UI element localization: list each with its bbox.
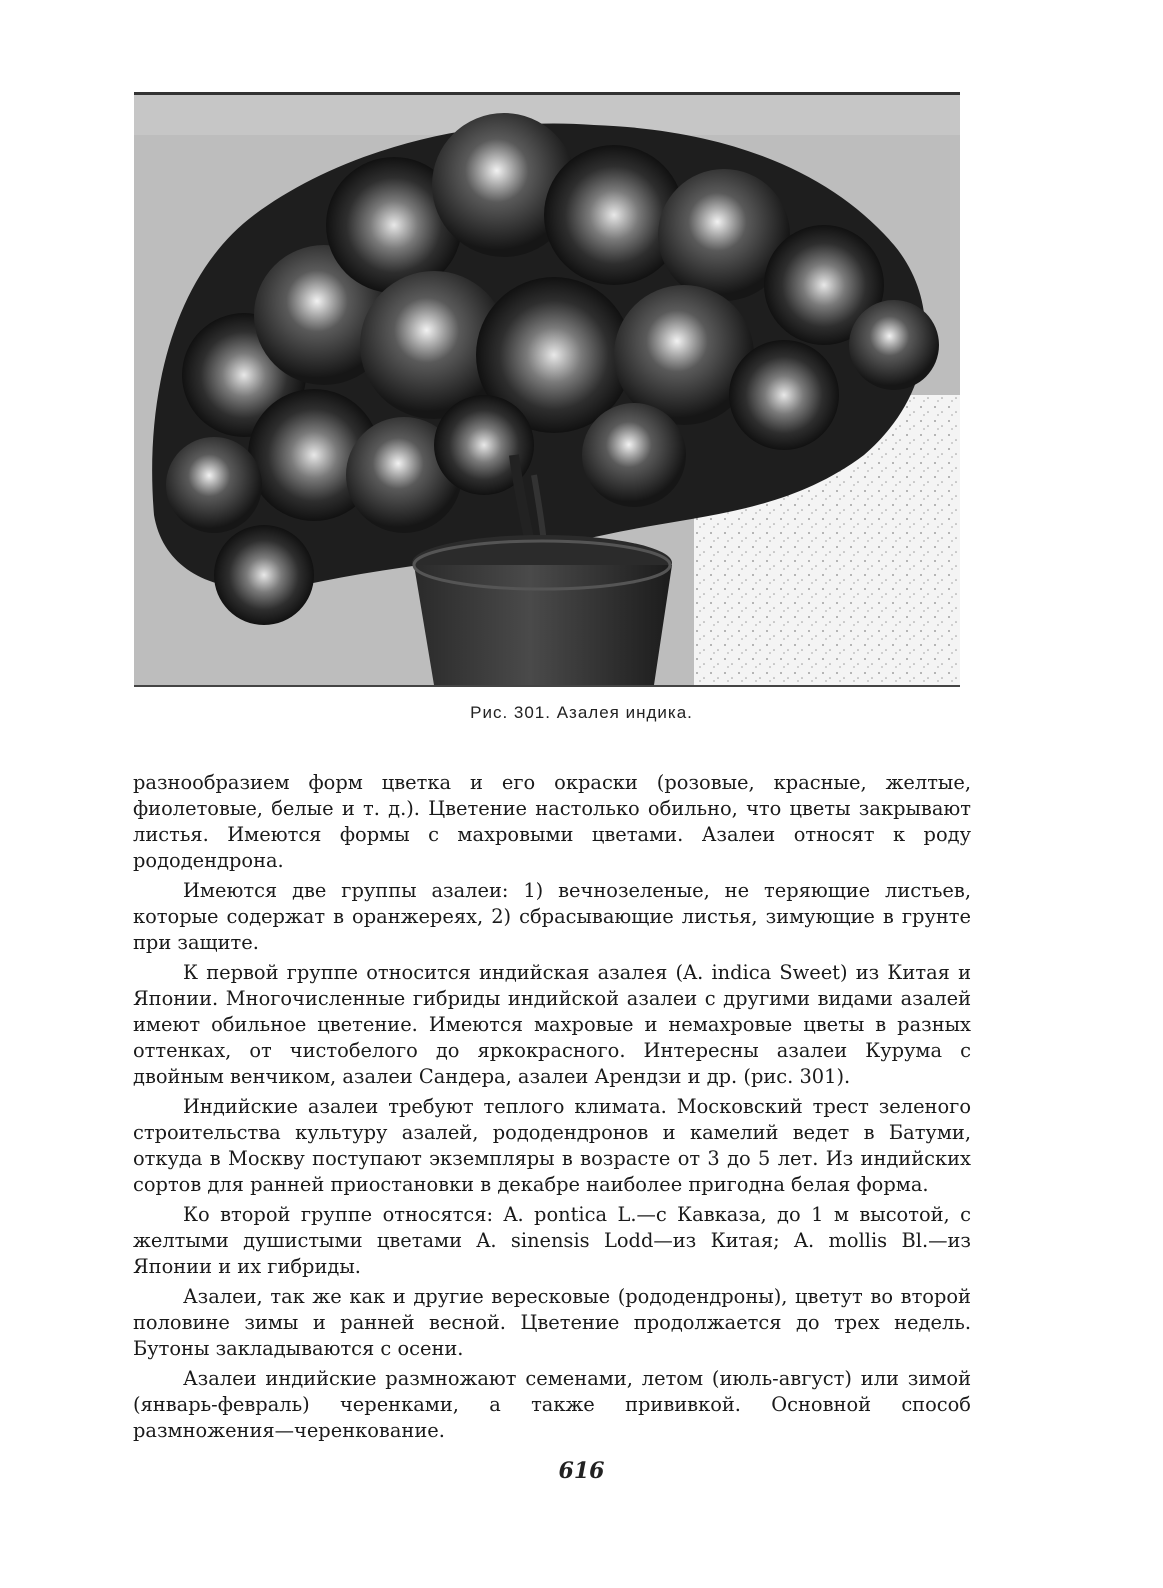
paragraph: Азалеи индийские размножают семенами, летом (июль-август) или зимой (январь-февраль) черенками, а также прививкой. Основной способ размножения—черенкование. (133, 1367, 971, 1442)
paragraph: Имеются две группы азалеи: 1) вечнозеленые, не теряющие листьев, которые содержат в оранжереях, 2) сбрасывающие листья, зимующие в грунте при защите. (133, 879, 971, 954)
body-text (133, 770, 971, 1448)
paragraph: К первой группе относится индийская азалея (A. indica Sweet) из Китая и Японии. Многочисленные гибриды индийской азалеи с другими видами азалей имеют обильное цветение. Имеются махровые и немахровые цветы в разных оттенках, от чистобелого до яркокрасного. Интересны азалеи Курума с двойным венчиком, азалеи Сандера, азалеи Арендзи и др. (рис. 301). (133, 961, 971, 1088)
paragraph: разнообразием форм цветка и его окраски (розовые, красные, желтые, фиолетовые, белые и т. д.). Цветение настолько обильно, что цветы закрывают листья. Имеются формы с махровыми цветами. Азалеи относят к роду рододендрона. (133, 771, 971, 872)
azalea-photo (134, 92, 960, 687)
paragraph: Индийские азалеи требуют теплого климата. Московский трест зеленого строительства культуру азалей, рододендронов и камелий ведет в Батуми, откуда в Москву поступают экземпляры в возрасте от 3 до 5 лет. Из индийских сортов для ранней приостановки в декабре наиболее пригодна белая форма. (133, 1095, 971, 1196)
figure-caption: Рис. 301. Азалея индика. (470, 703, 693, 722)
paragraph: Азалеи, так же как и другие вересковые (рододендроны), цветут во второй половине зимы и ранней весной. Цветение продолжается до трех недель. Бутоны закладываются с осени. (133, 1285, 971, 1360)
page-number: 616 (558, 1458, 605, 1484)
paragraph: Ко второй группе относятся: A. pontica L.—с Кавказа, до 1 м высотой, с желтыми душистыми цветами A. sinensis Lodd—из Китая; A. mollis Bl.—из Японии и их гибриды. (133, 1203, 971, 1278)
